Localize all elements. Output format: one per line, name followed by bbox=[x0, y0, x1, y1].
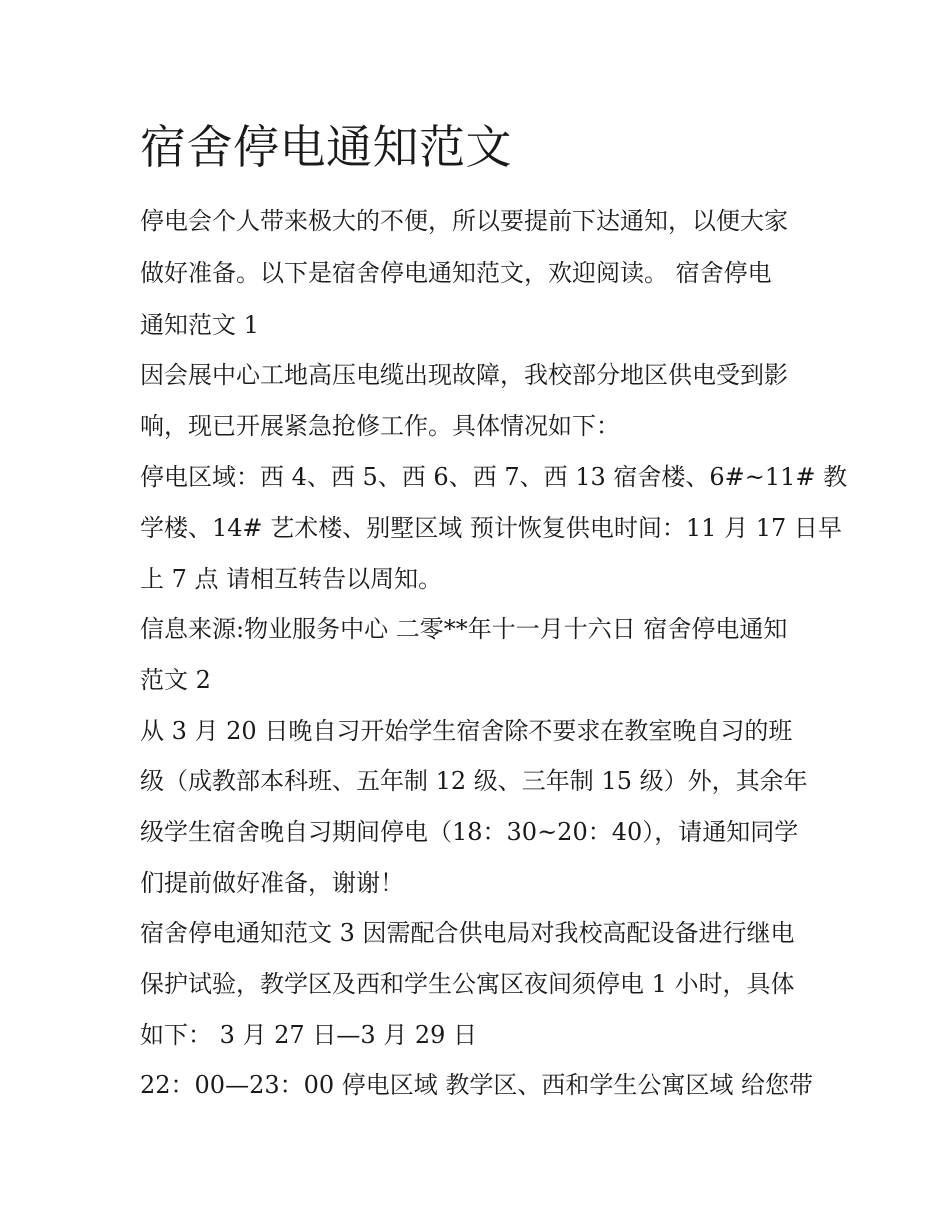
document-title: 宿舍停电通知范文 bbox=[140, 120, 512, 174]
body-line: 停电区域：西 4、西 5、西 6、西 7、西 13 宿舍楼、6#~11# 教 bbox=[140, 463, 848, 491]
body-line: 停电会个人带来极大的不便，所以要提前下达通知，以便大家 bbox=[140, 207, 788, 235]
body-line: 通知范文 1 bbox=[140, 311, 259, 339]
body-line: 做好准备。以下是宿舍停电通知范文，欢迎阅读。 宿舍停电 bbox=[140, 259, 772, 287]
body-line: 级（成教部本科班、五年制 12 级、三年制 15 级）外，其余年 bbox=[140, 767, 808, 795]
body-line: 上 7 点 请相互转告以周知。 bbox=[140, 565, 443, 593]
body-line: 从 3 月 20 日晚自习开始学生宿舍除不要求在教室晚自习的班 bbox=[140, 717, 793, 745]
body-line: 因会展中心工地高压电缆出现故障，我校部分地区供电受到影 bbox=[140, 361, 788, 389]
body-line: 学楼、14# 艺术楼、别墅区域 预计恢复供电时间：11 月 17 日早 bbox=[140, 514, 842, 542]
body-line: 信息来源:物业服务中心 二零**年十一月十六日 宿舍停电通知 bbox=[140, 615, 788, 643]
body-line: 级学生宿舍晚自习期间停电（18：30~20：40），请通知同学 bbox=[140, 818, 799, 846]
body-line: 保护试验，教学区及西和学生公寓区夜间须停电 1 小时，具体 bbox=[140, 970, 795, 998]
body-line: 22：00—23：00 停电区域 教学区、西和学生公寓区域 给您带 bbox=[140, 1071, 814, 1099]
body-line: 如下： 3 月 27 日—3 月 29 日 bbox=[140, 1021, 478, 1049]
body-line: 范文 2 bbox=[140, 666, 211, 694]
body-line: 们提前做好准备，谢谢！ bbox=[140, 869, 404, 897]
body-line: 宿舍停电通知范文 3 因需配合供电局对我校高配设备进行继电 bbox=[140, 919, 795, 947]
body-line: 响，现已开展紧急抢修工作。具体情况如下： bbox=[140, 412, 620, 440]
